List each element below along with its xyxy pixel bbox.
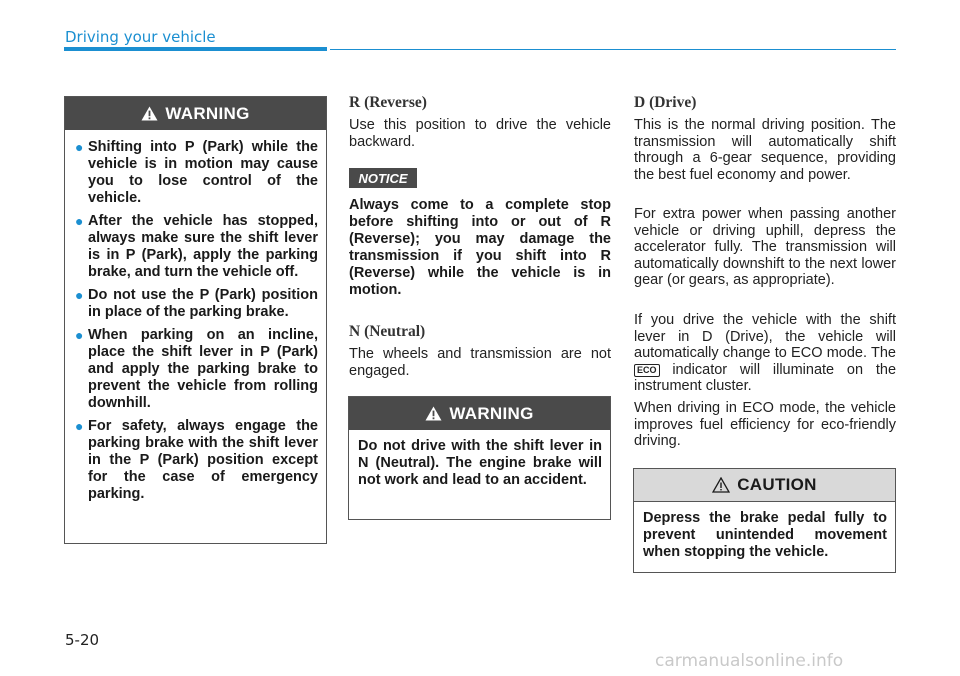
warning-box-park (64, 96, 327, 544)
page-number: 5-20 (65, 631, 100, 649)
warning-list (65, 130, 326, 503)
warning-title: WARNING (165, 103, 250, 123)
warning-triangle-icon (425, 406, 442, 421)
notice-text: Always come to a complete stop before shifting into or out of R (Reverse); you may damage the transmission if you shift into R (Reverse) while the vehicle is in motion. (349, 197, 611, 298)
header-rule-thick (64, 47, 327, 51)
reverse-text: Use this position to drive the vehicle backward. (349, 117, 611, 150)
neutral-text: The wheels and transmission are not engaged. (349, 346, 611, 379)
neutral-heading: N (Neutral) (349, 323, 426, 340)
header-rule-thin (330, 49, 896, 50)
reverse-heading: R (Reverse) (349, 94, 427, 111)
warning-triangle-icon (141, 106, 158, 121)
list-item: ● For safety, always engage the parking brake with the shift lever in the P (Park) position except for the case of emergency parking. (75, 418, 318, 502)
list-item: ● Do not use the P (Park) position in place of the parking brake. (75, 287, 318, 320)
caution-text: Depress the brake pedal fully to prevent unintended movement when stopping the vehicle. (643, 510, 887, 560)
caution-header (634, 469, 895, 502)
bullet-icon: ● (75, 287, 84, 303)
eco-indicator-icon: ECO (634, 364, 660, 377)
drive-paragraph-1: This is the normal driving position. The transmission will automatically shift through a 6-gear sequence, providing the best fuel economy and power. (634, 117, 896, 183)
bullet-icon: ● (75, 418, 84, 434)
drive-paragraph-4: When driving in ECO mode, the vehicle improves fuel efficiency for eco-friendly driving. (634, 400, 896, 449)
list-item: ● When parking on an incline, place the shift lever in P (Park) and apply the parking brake to prevent the vehicle from rolling downhill. (75, 327, 318, 411)
warning-text: Do not drive with the shift lever in N (Neutral). The engine brake will not work and lead to an accident. (358, 438, 602, 488)
drive-paragraph-2: For extra power when passing another vehicle or driving uphill, depress the accelerator fully. The transmission will automatically downshift to the next lower gear (or gears, as appropriate). (634, 206, 896, 288)
notice-badge: NOTICE (349, 168, 417, 188)
bullet-icon: ● (75, 139, 84, 155)
section-title: Driving your vehicle (65, 28, 216, 46)
warning-header (349, 397, 610, 430)
caution-title: CAUTION (737, 475, 817, 494)
warning-box-neutral (348, 396, 611, 520)
bullet-icon: ● (75, 213, 84, 229)
watermark: carmanualsonline.info (655, 651, 844, 671)
list-item: ● After the vehicle has stopped, always make sure the shift lever is in P (Park), apply the parking brake, and turn the vehicle off. (75, 213, 318, 280)
bullet-icon: ● (75, 327, 84, 343)
warning-header (65, 97, 326, 130)
caution-triangle-icon (712, 477, 730, 493)
drive-paragraph-3: If you drive the vehicle with the shift lever in D (Drive), the vehicle will automatically change to ECO mode. The ECO indicator will illuminate on the instrument cluster. (634, 312, 897, 394)
warning-title: WARNING (449, 403, 534, 423)
caution-box (633, 468, 896, 573)
drive-heading: D (Drive) (634, 94, 697, 111)
list-item: ● Shifting into P (Park) while the vehicle is in motion may cause you to lose control of the vehicle. (75, 139, 318, 206)
